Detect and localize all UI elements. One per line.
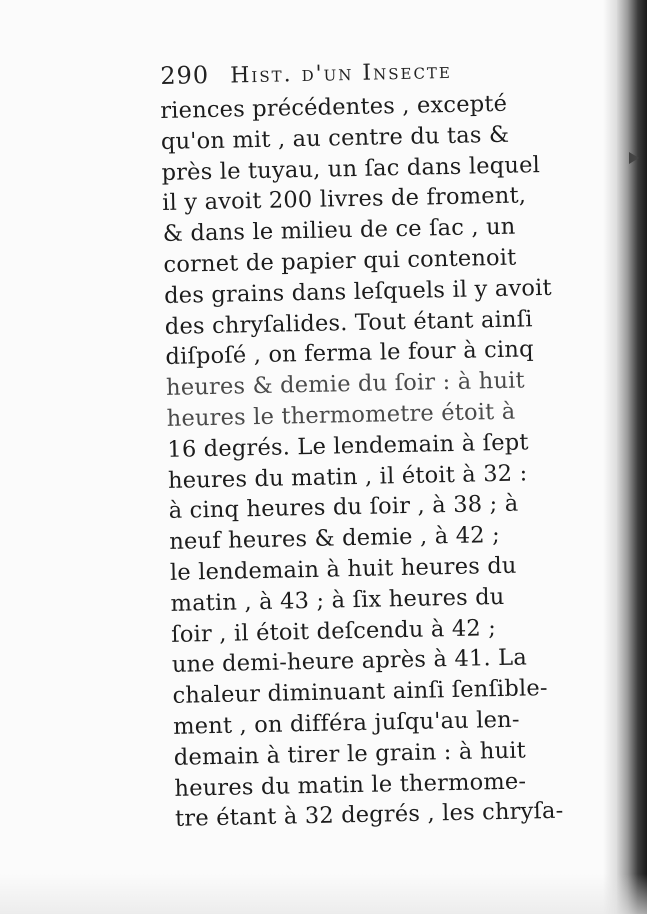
body-text <box>160 87 585 835</box>
text-line: riences précédentes , excepté <box>160 90 508 124</box>
text-line: demain à tirer le grain : à huit <box>173 737 527 771</box>
text-line: il y avoit 200 livres de froment, <box>161 182 527 217</box>
text-line: diſpoſé , on ferma le four à cinq <box>165 336 534 371</box>
text-line: neuf heures & demie , à 42 ; <box>169 522 501 556</box>
bottom-shadow <box>0 874 647 914</box>
running-title: Hist. d'un Insecte <box>229 58 453 89</box>
text-line: & dans le milieu de ce ſac , un <box>162 213 516 248</box>
text-line: le lendemain à huit heures du <box>169 552 517 586</box>
text-line: des grains dans leſquels il y avoit <box>163 274 553 309</box>
text-line: des chryſalides. Tout étant ainſi <box>164 305 533 340</box>
page-number: 290 <box>160 60 210 90</box>
text-line: heures & demie du ſoir : à huit <box>165 367 526 402</box>
text-line: près le tuyau, un ſac dans lequel <box>161 151 541 186</box>
text-line: cornet de papier qui contenoit <box>163 244 517 278</box>
text-line: matin , à 43 ; à ſix heures du <box>170 583 505 617</box>
text-line: heures du matin le thermome- <box>174 768 527 802</box>
text-line: 16 degrés. Le lendemain à ſept <box>167 429 529 463</box>
page-edge-mark-icon <box>629 152 639 164</box>
page-fold-shadow <box>603 0 617 914</box>
text-line: ſoir , il étoit deſcendu à 42 ; <box>171 614 497 648</box>
book-spine-edge <box>617 0 647 914</box>
text-line: une demi-heure après à 41. La <box>171 644 528 679</box>
text-line: heures le thermometre étoit à <box>166 398 516 432</box>
text-line: ment , on différa juſqu'au len- <box>172 706 520 740</box>
text-line: chaleur diminuant ainſi ſenſible- <box>172 675 548 710</box>
text-line: heures du matin , il étoit à 32 : <box>167 459 528 494</box>
text-line: qu'on mit , au centre du tas & <box>160 121 510 155</box>
text-line: à cinq heures du ſoir , à 38 ; à <box>168 490 519 525</box>
text-line: tre étant à 32 degrés , les chryſa- <box>174 798 564 833</box>
